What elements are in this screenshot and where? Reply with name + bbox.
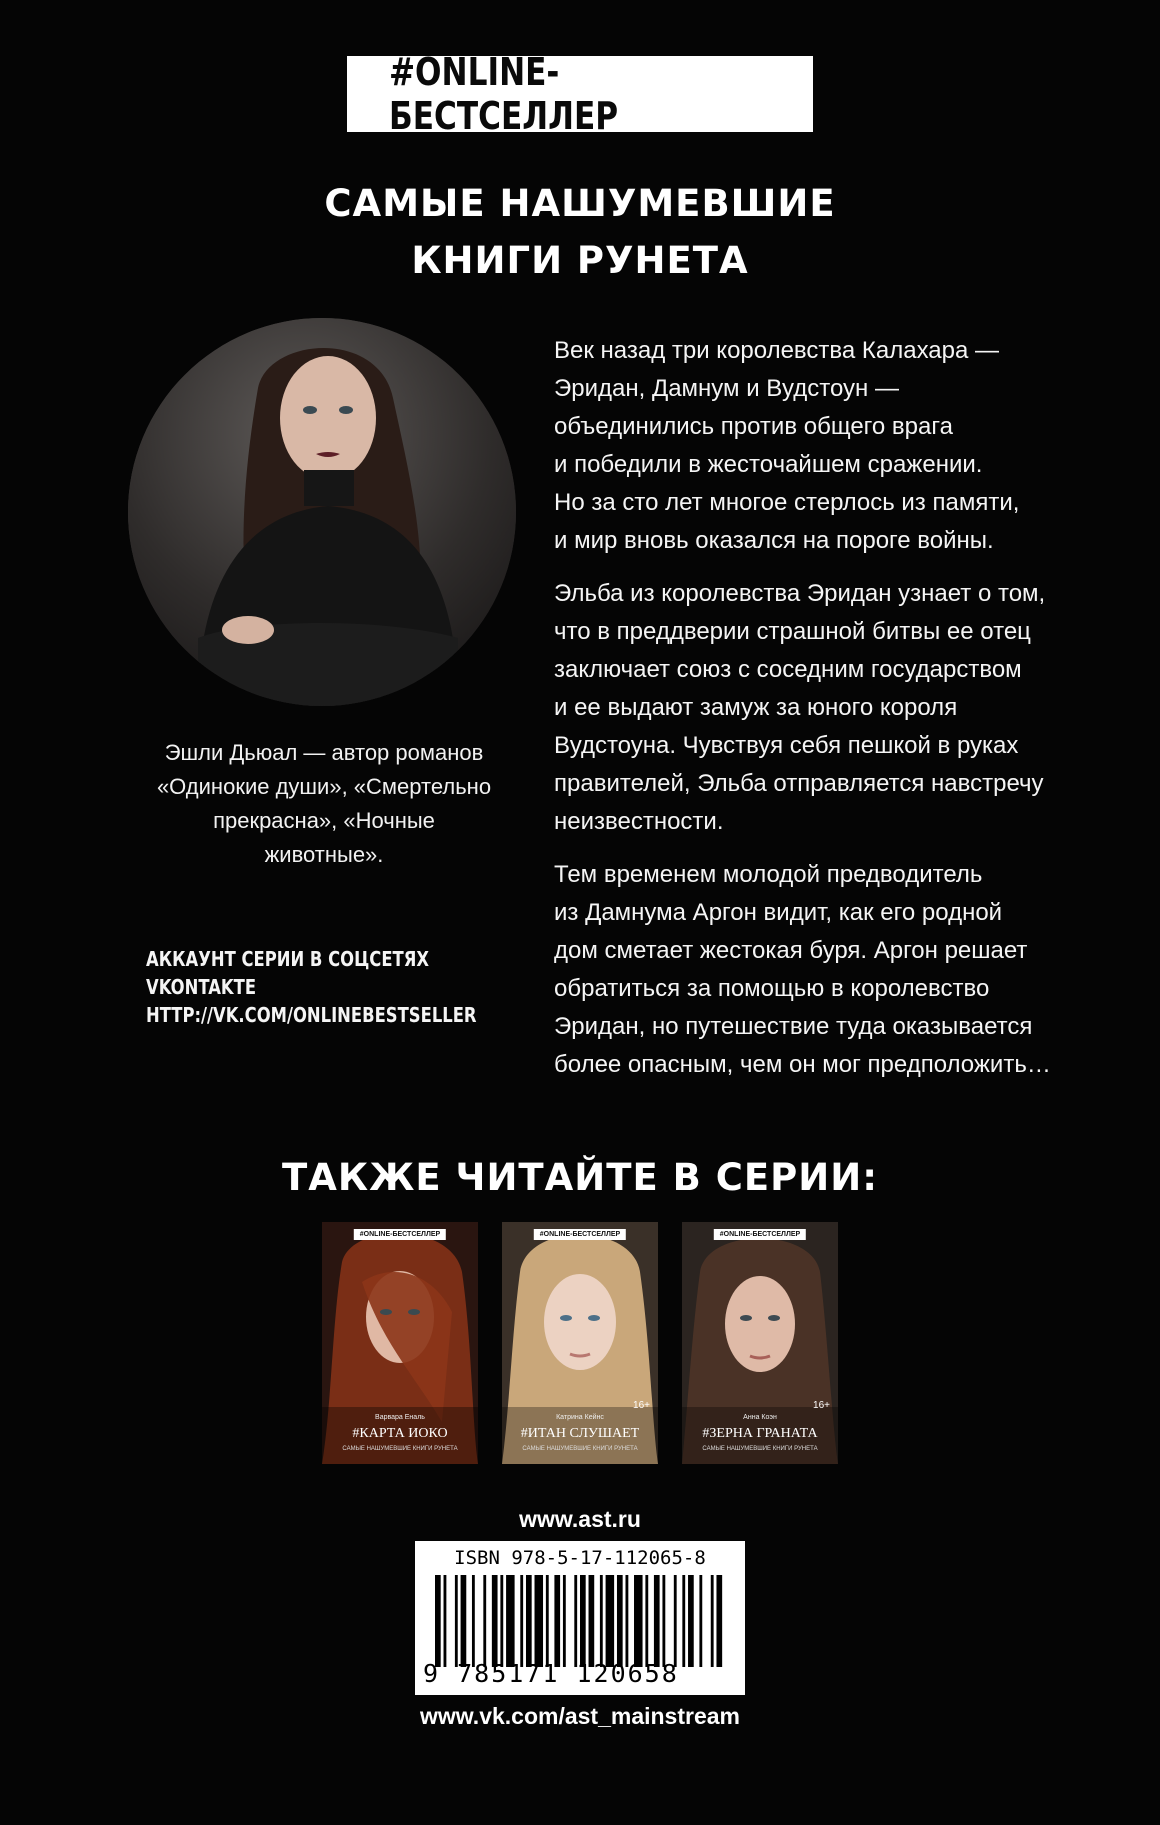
description-line: и мир вновь оказался на пороге войны.	[554, 527, 994, 554]
barcode-bar	[500, 1575, 503, 1667]
barcode-bar	[716, 1575, 722, 1667]
isbn-text: ISBN 978-5-17-112065-8	[454, 1547, 706, 1569]
cover-author: Варвара Еналь	[375, 1414, 425, 1421]
cover-tag: #ONLINE-БЕСТСЕЛЛЕР	[714, 1229, 806, 1240]
barcode-bar	[574, 1575, 577, 1667]
cover-title: #ЗЕРНА ГРАНАТА	[702, 1426, 818, 1441]
barcode-digits: 9 785171 120658	[423, 1659, 679, 1688]
barcode-bar	[492, 1575, 498, 1667]
description-line: что в преддверии страшной битвы ее отец	[554, 618, 1031, 645]
barcode-bar	[617, 1575, 623, 1667]
barcode-bar	[554, 1575, 560, 1667]
barcode-bar	[483, 1575, 486, 1667]
description-line: и ее выдают замуж за юного короля	[554, 694, 958, 721]
headline	[280, 175, 880, 289]
description-line: объединились против общего врага	[554, 413, 953, 440]
description-line: Век назад три королевства Калахара —	[554, 337, 1000, 364]
book-cover[interactable]	[322, 1222, 478, 1464]
barcode-bar	[654, 1575, 660, 1667]
series-covers	[322, 1222, 838, 1464]
barcode-bar	[444, 1575, 447, 1667]
publisher-vk-link[interactable]: www.vk.com/ast_mainstream	[419, 1703, 740, 1729]
cover-author: Анна Коэн	[743, 1414, 777, 1421]
barcode-bar	[674, 1575, 677, 1667]
barcode-bar	[645, 1575, 648, 1667]
description-line: более опасным, чем он мог предположить…	[554, 1051, 1051, 1078]
cover-subtitle: САМЫЕ НАШУМЕВШИЕ КНИГИ РУНЕТА	[342, 1446, 458, 1452]
book-cover[interactable]	[682, 1222, 838, 1464]
barcode-bar	[606, 1575, 615, 1667]
description-line: Но за сто лет многое стерлось из памяти,	[554, 489, 1020, 516]
barcode-bar	[506, 1575, 515, 1667]
cover-title: #КАРТА ИОКО	[352, 1426, 448, 1441]
barcode-bar	[634, 1575, 643, 1667]
description-line: из Дамнума Аргон видит, как его родной	[554, 899, 1003, 926]
social-account-block	[146, 945, 506, 1029]
also-read-heading: ТАКЖЕ ЧИТАЙТЕ В СЕРИИ:	[281, 1156, 879, 1199]
series-badge	[347, 50, 813, 138]
cover-subtitle: САМЫЕ НАШУМЕВШИЕ КНИГИ РУНЕТА	[522, 1446, 638, 1452]
author-caption-line: Эшли Дьюал — автор романов	[164, 740, 484, 765]
barcode-bar	[589, 1575, 595, 1667]
barcode-bar	[455, 1575, 458, 1667]
headline-line-2: КНИГИ РУНЕТА	[411, 239, 749, 282]
description-paragraph-3	[554, 856, 1094, 1084]
barcode-bar	[699, 1575, 702, 1667]
description-line: Эльба из королевства Эридан узнает о том,	[554, 580, 1046, 607]
barcode-bar	[520, 1575, 523, 1667]
author-caption	[110, 736, 538, 872]
author-caption-line: животные».	[264, 842, 384, 867]
author-caption-line: прекрасна», «Ночные	[213, 808, 435, 833]
description-line: правителей, Эльба отправляется навстречу	[554, 770, 1044, 797]
cover-author: Катрина Кейнс	[556, 1414, 604, 1421]
cover-tag: #ONLINE-БЕСТСЕЛЛЕР	[534, 1229, 626, 1240]
author-caption-line: «Одинокие души», «Смертельно	[156, 774, 492, 799]
social-network: VKONTAKTE	[146, 975, 257, 999]
description-paragraph-1	[554, 332, 1094, 560]
cover-age-rating: 16+	[633, 1400, 650, 1411]
barcode-bar	[688, 1575, 694, 1667]
barcode-bar	[662, 1575, 665, 1667]
description-line: дом сметает жестокая буря. Аргон решает	[554, 937, 1028, 964]
description-line: и победили в жесточайшем сражении.	[554, 451, 983, 478]
barcode-bar	[682, 1575, 685, 1667]
description-paragraph-2	[554, 575, 1094, 841]
barcode-bar	[472, 1575, 475, 1667]
book-description	[554, 332, 1094, 1099]
barcode-bar	[563, 1575, 566, 1667]
cover-title: #ИТАН СЛУШАЕТ	[520, 1426, 640, 1441]
barcode-bar	[526, 1575, 532, 1667]
book-cover[interactable]	[502, 1222, 658, 1464]
barcode-bar	[600, 1575, 603, 1667]
headline-line-1: САМЫЕ НАШУМЕВШИЕ	[324, 182, 836, 225]
barcode-bar	[535, 1575, 544, 1667]
description-line: неизвестности.	[554, 808, 724, 835]
social-link[interactable]: HTTP://VK.COM/ONLINEBESTSELLER	[146, 1003, 477, 1027]
publisher-website[interactable]: www.ast.ru	[519, 1506, 641, 1532]
barcode-bars	[435, 1575, 725, 1667]
barcode-bar	[711, 1575, 714, 1667]
cover-tag: #ONLINE-БЕСТСЕЛЛЕР	[354, 1229, 446, 1240]
description-line: Эридан, Дамнум и Вудстоун —	[554, 375, 899, 402]
barcode-bar	[580, 1575, 586, 1667]
barcode	[415, 1541, 745, 1695]
description-line: Тем временем молодой предводитель	[554, 861, 983, 888]
description-line: Вудстоуна. Чувствуя себя пешкой в руках	[554, 732, 1019, 759]
cover-subtitle: САМЫЕ НАШУМЕВШИЕ КНИГИ РУНЕТА	[702, 1446, 818, 1452]
social-heading: АККАУНТ СЕРИИ В СОЦСЕТЯХ	[146, 947, 429, 971]
series-badge-text: #ONLINE-БЕСТСЕЛЛЕР	[388, 50, 619, 138]
description-line: обратиться за помощью в королевство	[554, 975, 990, 1002]
barcode-bar	[546, 1575, 549, 1667]
barcode-bar	[435, 1575, 441, 1667]
cover-age-rating: 16+	[813, 1400, 830, 1411]
author-portrait-illustration	[128, 318, 516, 706]
description-line: заключает союз с соседним государством	[554, 656, 1022, 683]
description-line: Эридан, но путешествие туда оказывается	[554, 1013, 1033, 1040]
barcode-bar	[625, 1575, 628, 1667]
author-photo	[128, 318, 516, 706]
barcode-bar	[461, 1575, 467, 1667]
